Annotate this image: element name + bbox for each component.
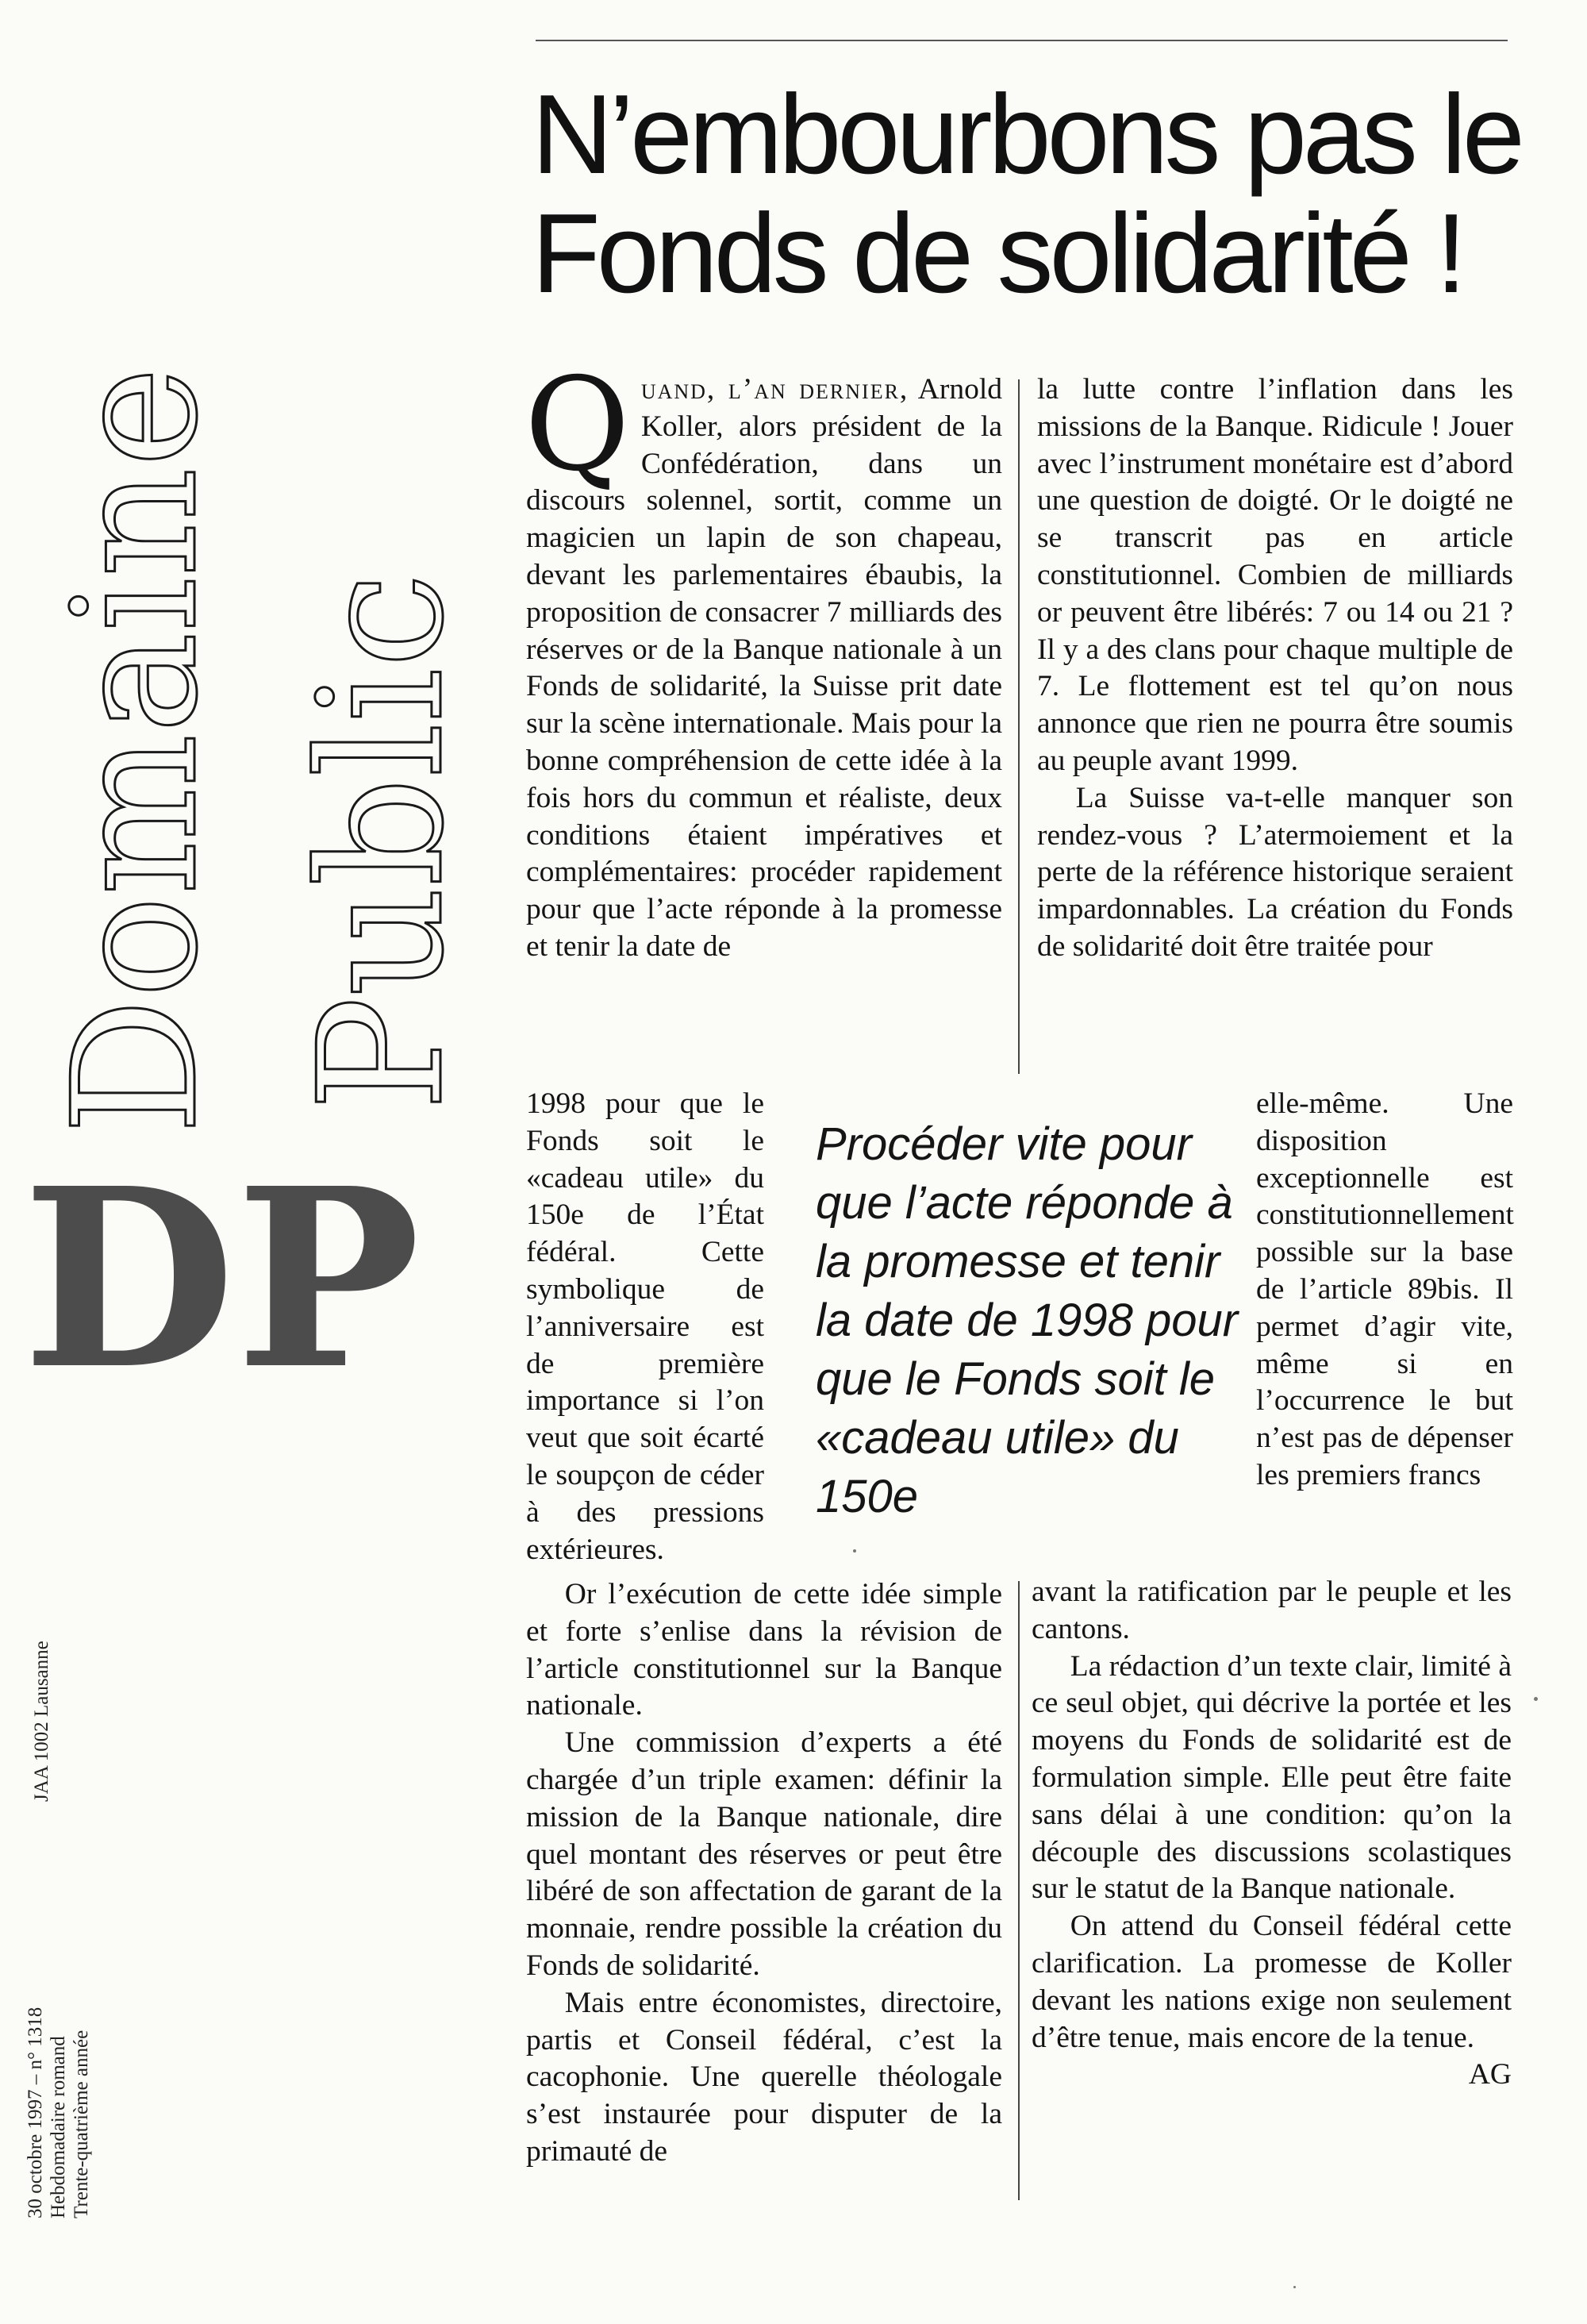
article-paragraph-7: La rédaction d’un texte clair, limité à ce seul objet, qui décrive la portée et les moyens du Fonds de solidarité est de formulation simple. Elle peut être faite sans délai à une condition: qu’on la découple des discussions scolastiques sur le statut de la Banque nationale. bbox=[1032, 1649, 1512, 1906]
scan-speck bbox=[1293, 2286, 1296, 2288]
article-column-1 bbox=[525, 351, 1003, 966]
paragraph-1-continued: 1998 pour que le Fonds soit le «cadeau utile» du 150e de l’État fédéral. Cette symbolique de l’anniversaire est de première importance si l’on veut que soit écarté le soupçon de céder à des pressions extérieures. bbox=[526, 1087, 764, 1566]
article-column-1-bottom bbox=[526, 1576, 1002, 2171]
author-signature: AG bbox=[1468, 2058, 1512, 2091]
article-paragraph-8: On attend du Conseil fédéral cette clarification. La promesse de Koller devant les nations exige non seulement d’être tenue, mais encore de la tenue. bbox=[1032, 1910, 1512, 2054]
publication-year: Trente-quatrième année bbox=[71, 2030, 92, 2218]
masthead-title-public: Public bbox=[282, 572, 481, 1111]
column-divider-top bbox=[1018, 379, 1020, 1074]
paragraph-6-continued: elle-même. Une disposition exceptionnelle est constitutionnellement possible sur la base de l’article 89bis. Il permet d’agir vite, même si en l’occurrence le but n’est pas de dépenser les premiers francs bbox=[1256, 1087, 1514, 1491]
issue-info-block bbox=[24, 2007, 93, 2218]
lead-smallcaps: uand, l’an dernier, bbox=[640, 373, 909, 406]
publication-type: Hebdomadaire romand bbox=[48, 2036, 69, 2218]
masthead-logo bbox=[8, 16, 484, 1381]
article-column-2-narrow bbox=[1256, 1086, 1513, 1495]
masthead-logo-graphic bbox=[8, 16, 484, 1381]
article-headline: N’embourbons pas le Fonds de solidarité ! bbox=[532, 71, 1521, 317]
scan-speck bbox=[853, 1549, 856, 1553]
article-paragraph-5: la lutte contre l’inflation dans les missions de la Banque. Ridicule ! Jouer avec l’instrument monétaire est d’abord une question de doigté. Or le doigté ne se transcrit pas en article constitutionnel. Combien de milliards or peuvent être libérés: 7 ou 14 ou 21 ? Il y a des clans pour chaque multiple de 7. Le flottement est tel qu’on nous annonce que rien ne pourra être soumis au peuple avant 1999. bbox=[1037, 373, 1513, 777]
issue-date: 30 octobre 1997 – n° 1318 bbox=[25, 2007, 46, 2218]
dropcap: Q bbox=[525, 351, 630, 500]
postal-info: JAA 1002 Lausanne bbox=[31, 1641, 52, 1802]
pull-quote: Procéder vite pour que l’acte réponde à la promesse et tenir la date de 1998 pour que le Fonds soit le «cadeau utile» du 150e bbox=[816, 1118, 1239, 1522]
paragraph-6-end: avant la ratification par le peuple et les cantons. bbox=[1032, 1576, 1512, 1645]
article-paragraph-2: Or l’exécution de cette idée simple et forte s’enlise dans la révision de l’article constitutionnel sur la Banque nationale. bbox=[526, 1578, 1002, 1722]
masthead-title-domaine: Domaine bbox=[36, 366, 235, 1135]
paragraph-1-text: Arnold Koller, alors président de la Confédération, dans un discours solennel, sortit, comme un magicien un lapin de son chapeau, devant les parlementaires ébaubis, la proposition de consacrer 7 milliards des réserves or de la Banque nationale à un Fonds de solidarité, la Suisse prit date sur la scène internationale. Mais pour la bonne compréhension de cette idée à la fois hors du commun et réaliste, deux conditions étaient impératives et complémentaires: procéder rapidement pour que l’acte réponde à la promesse et tenir la date de bbox=[526, 373, 1003, 963]
article-column-1-narrow bbox=[526, 1086, 764, 1568]
scan-speck bbox=[1534, 1697, 1538, 1701]
masthead-initials: DP bbox=[22, 1135, 421, 1381]
article-paragraph-4: Mais entre économistes, directoire, partis et Conseil fédéral, c’est la cacophonie. Une querelle théologale s’est instaurée pour disputer de la primauté de bbox=[526, 1986, 1002, 2168]
column-divider-bottom bbox=[1018, 1581, 1020, 2200]
article-column-2-bottom bbox=[1032, 1574, 1512, 2094]
article-column-2 bbox=[1037, 371, 1513, 966]
article-paragraph-3: Une commission d’experts a été chargée d’un triple examen: définir la mission de la Banque nationale, dire quel montant des réserves or peut être libéré de son affectation de garant de la monnaie, rendre possible la création du Fonds de solidarité. bbox=[526, 1726, 1002, 1982]
article-paragraph-6: La Suisse va-t-elle manquer son rendez-vous ? L’atermoiement et la perte de la référence historique seraient impardonnables. La création du Fonds de solidarité doit être traitée pour bbox=[1037, 781, 1513, 963]
article-paragraph-1 bbox=[525, 351, 1003, 966]
header-rule bbox=[536, 40, 1508, 41]
